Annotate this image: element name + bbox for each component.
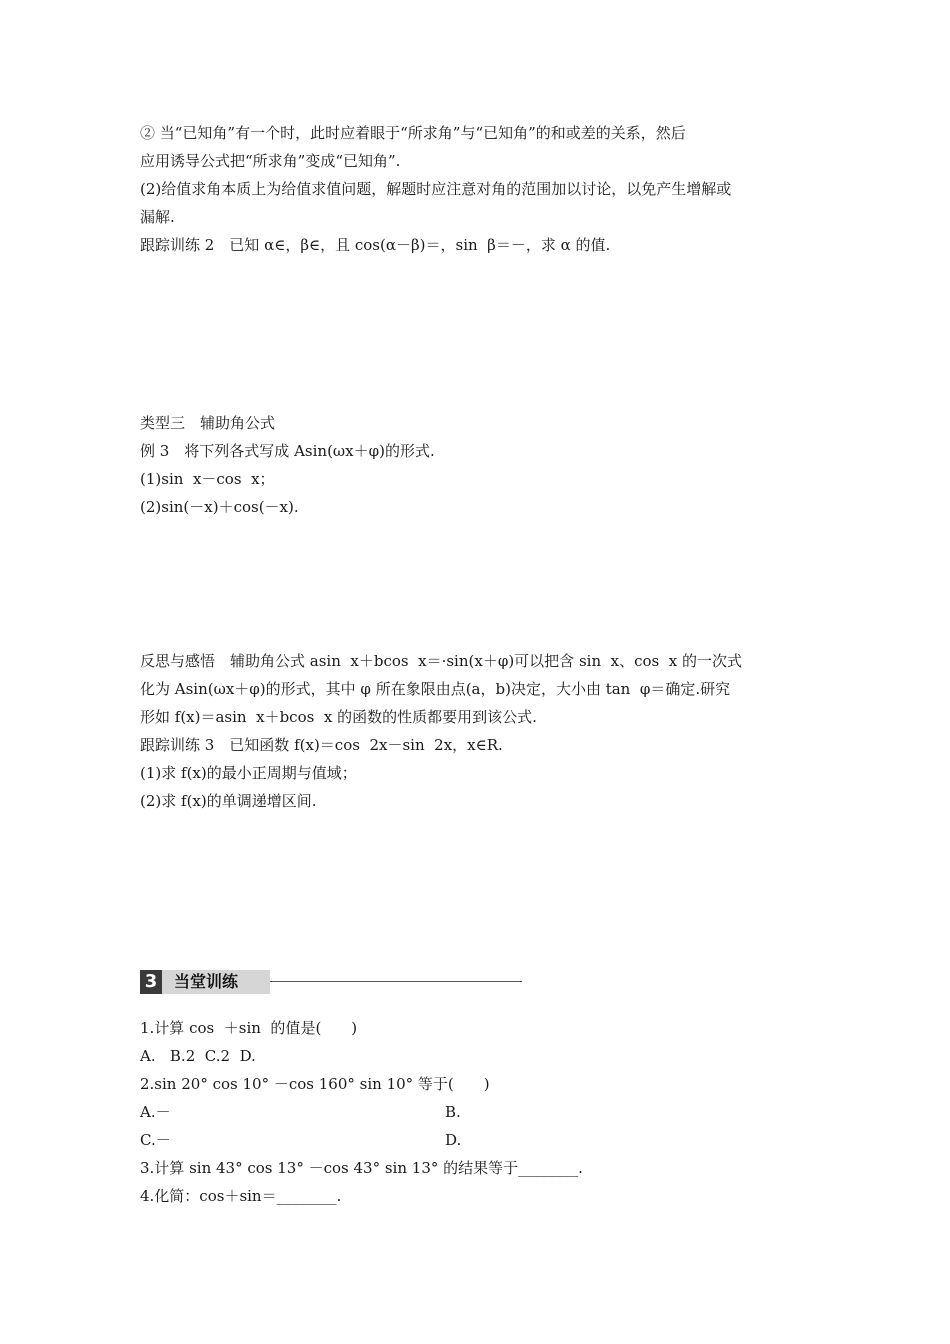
text-line: 漏解. — [140, 208, 175, 226]
section-header — [140, 970, 525, 994]
option-c: C.－ — [140, 1131, 171, 1149]
text-line: 形如 f(x)＝asin x＋bcos x 的函数的性质都要用到该公式. — [140, 708, 537, 726]
text-line: (2)sin(－x)＋cos(－x). — [140, 498, 299, 516]
text-line: (1)sin x－cos x； — [140, 470, 275, 488]
text-line: 反思与感悟 辅助角公式 asin x＋bcos x＝·sin(x＋φ)可以把含 sin x、cos x 的一次式 — [140, 652, 742, 670]
text-line: (2)求 f(x)的单调递增区间. — [140, 792, 317, 810]
text-line: 应用诱导公式把“所求角”变成“已知角”. — [140, 152, 401, 170]
option-b: B. — [445, 1103, 461, 1121]
section-title: 当堂训练 — [162, 970, 270, 994]
option-d: D. — [445, 1131, 462, 1149]
text-line: (2)给值求角本质上为给值求值问题，解题时应注意对角的范围加以讨论，以免产生增解或 — [140, 180, 732, 198]
text-line: 化为 Asin(ωx＋φ)的形式，其中 φ 所在象限由点(a，b)决定，大小由 tan φ＝确定.研究 — [140, 680, 731, 698]
text-line: (1)求 f(x)的最小正周期与值域； — [140, 764, 357, 782]
question-4: 4.化简：cos＋sin＝________. — [140, 1187, 342, 1205]
question-3: 3.计算 sin 43° cos 13° －cos 43° sin 13° 的结果等于________. — [140, 1159, 583, 1177]
option-a: A.－ — [140, 1103, 171, 1121]
exercise-heading: 跟踪训练 2 已知 α∈，β∈，且 cos(α－β)＝，sin β＝－，求 α 的值. — [140, 236, 611, 254]
section-rule — [270, 981, 522, 982]
question-1: 1.计算 cos ＋sin 的值是( ) — [140, 1019, 358, 1037]
text-line: ② 当“已知角”有一个时，此时应着眼于“所求角”与“已知角”的和或差的关系，然后 — [140, 124, 686, 142]
section-heading: 类型三 辅助角公式 — [140, 414, 276, 432]
example-heading: 例 3 将下列各式写成 Asin(ωx＋φ)的形式. — [140, 442, 435, 460]
section-number: 3 — [140, 970, 162, 994]
exercise-heading: 跟踪训练 3 已知函数 f(x)＝cos 2x－sin 2x，x∈R. — [140, 736, 503, 754]
question-1-options: A. B.2 C.2 D. — [140, 1047, 256, 1065]
question-2: 2.sin 20° cos 10° －cos 160° sin 10° 等于( ) — [140, 1075, 490, 1093]
